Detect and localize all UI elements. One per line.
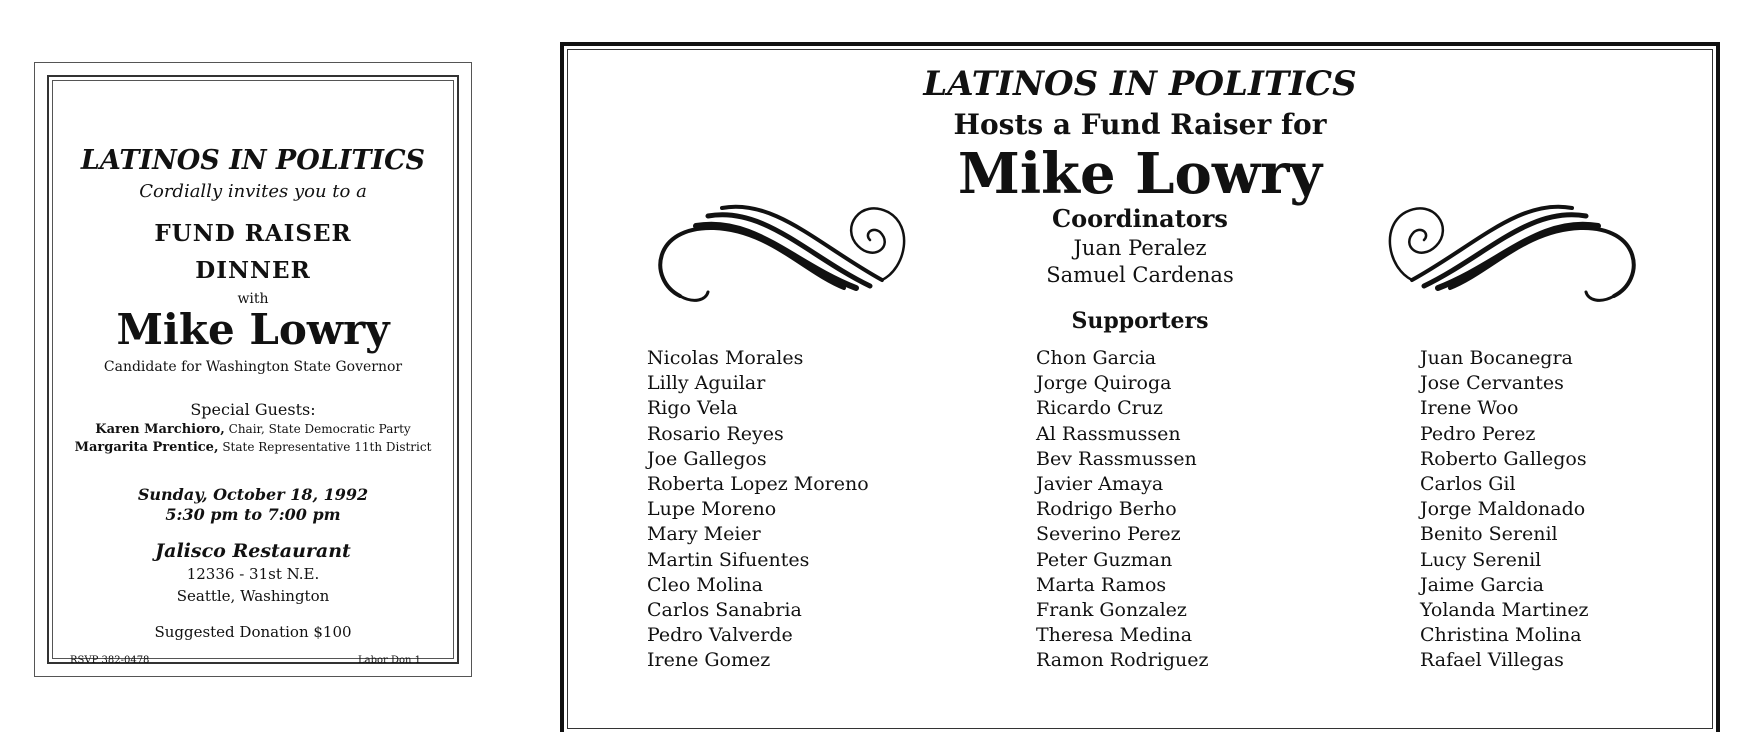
supporter-name: Severino Perez — [1036, 523, 1181, 546]
suggested-donation: Suggested Donation $100 — [154, 623, 352, 641]
supporter-name: Peter Guzman — [1036, 548, 1173, 571]
supporter-name: Joe Gallegos — [647, 447, 767, 470]
supporter-name: Jorge Maldonado — [1420, 498, 1586, 521]
supporter-name: Yolanda Martinez — [1420, 599, 1589, 622]
supporter-name: Rodrigo Berho — [1036, 498, 1177, 521]
supporter-name: Cleo Molina — [647, 573, 763, 596]
special-guest-2-name: Margarita Prentice, — [74, 440, 219, 455]
supporter-name: Roberto Gallegos — [1420, 447, 1587, 470]
invitation-event-line1: FUND RAISER — [154, 220, 352, 247]
invitation-candidate-name: Mike Lowry — [116, 305, 390, 354]
supporters-column-1 — [647, 346, 869, 674]
supporter-name: Roberta Lopez Moreno — [647, 473, 869, 496]
supporters-column-2 — [1036, 346, 1209, 674]
supporter-name: Jose Cervantes — [1420, 372, 1564, 395]
supporter-name: Marta Ramos — [1036, 573, 1167, 596]
supporter-name: Irene Woo — [1420, 397, 1519, 420]
supporter-name: Pedro Perez — [1420, 422, 1536, 445]
supporter-name: Bev Rassmussen — [1036, 447, 1197, 470]
invitation-with: with — [237, 291, 269, 307]
supporter-name: Frank Gonzalez — [1036, 599, 1187, 622]
invitation-inner-border — [47, 75, 459, 664]
venue-address-line1: 12336 - 31st N.E. — [186, 565, 320, 583]
special-guests-heading: Special Guests: — [190, 400, 316, 419]
supporter-name: Pedro Valverde — [647, 624, 793, 647]
coordinator-1: Juan Peralez — [1073, 236, 1207, 260]
coordinator-2: Samuel Cardenas — [1046, 263, 1234, 287]
supporter-name: Lupe Moreno — [647, 498, 777, 521]
invitation-event-line2: DINNER — [195, 257, 311, 284]
supporters-column-3 — [1420, 346, 1589, 674]
invitation-candidate-title: Candidate for Washington State Governor — [103, 359, 403, 375]
supporter-name: Juan Bocanegra — [1420, 347, 1573, 369]
supporter-name: Lilly Aguilar — [647, 372, 766, 395]
special-guest-2-role: State Representative 11th District — [222, 440, 432, 454]
supporter-name: Ramon Rodriguez — [1036, 649, 1209, 672]
supporter-name: Ricardo Cruz — [1036, 397, 1163, 420]
invitation-card — [34, 62, 472, 677]
rsvp-phone: RSVP 382-0478 — [70, 655, 150, 666]
supporter-name: Mary Meier — [647, 523, 761, 546]
supporter-name: Nicolas Morales — [647, 347, 804, 369]
supporters-heading: Supporters — [1071, 308, 1209, 334]
supporter-name: Martin Sifuentes — [647, 548, 810, 571]
coordinators-heading: Coordinators — [1052, 204, 1228, 233]
special-guest-1-name: Karen Marchioro, — [95, 422, 225, 437]
supporter-name: Rosario Reyes — [647, 422, 784, 445]
supporters-flyer — [560, 42, 1720, 732]
supporter-name: Irene Gomez — [647, 649, 771, 672]
event-date: Sunday, October 18, 1992 — [137, 485, 369, 504]
labor-note: Labor Don 1 — [357, 655, 421, 666]
supporter-name: Carlos Gil — [1420, 473, 1516, 496]
supporter-name: Rafael Villegas — [1420, 649, 1564, 672]
event-time: 5:30 pm to 7:00 pm — [165, 505, 341, 524]
flyer-hosts-line: Hosts a Fund Raiser for — [953, 108, 1327, 141]
supporter-name: Chon Garcia — [1036, 347, 1157, 369]
supporter-name: Christina Molina — [1420, 624, 1582, 647]
flyer-organization: LATINOS IN POLITICS — [923, 64, 1357, 104]
special-guest-2 — [49, 440, 457, 455]
invitation-invites-line: Cordially invites you to a — [139, 181, 367, 202]
supporter-name: Carlos Sanabria — [647, 599, 802, 622]
venue-address-line2: Seattle, Washington — [176, 587, 330, 605]
supporter-name: Theresa Medina — [1036, 624, 1193, 647]
supporter-name: Jorge Quiroga — [1036, 372, 1172, 395]
event-venue: Jalisco Restaurant — [155, 540, 351, 562]
special-guest-1-role: Chair, State Democratic Party — [228, 422, 411, 436]
flyer-candidate-name: Mike Lowry — [957, 141, 1323, 207]
supporter-name: Lucy Serenil — [1420, 548, 1542, 571]
special-guest-1 — [49, 422, 457, 437]
supporter-name: Al Rassmussen — [1036, 422, 1181, 445]
supporter-name: Rigo Vela — [647, 397, 738, 420]
supporter-name: Jaime Garcia — [1420, 573, 1544, 596]
invitation-organization: LATINOS IN POLITICS — [80, 145, 426, 176]
invitation-event-title — [49, 215, 457, 289]
supporter-name: Benito Serenil — [1420, 523, 1558, 546]
supporter-name: Javier Amaya — [1036, 473, 1164, 496]
